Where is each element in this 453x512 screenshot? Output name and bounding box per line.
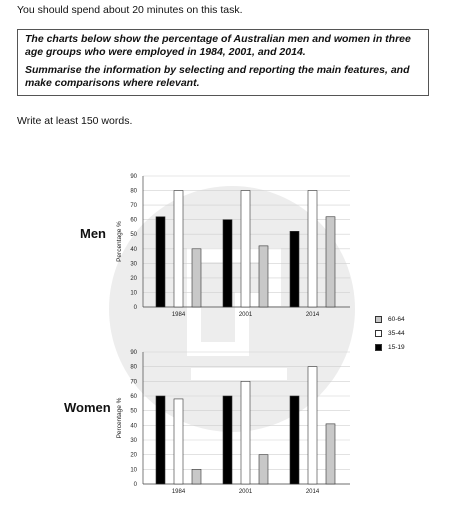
women-y-tick-label: 40: [130, 423, 137, 430]
women-bar-15-19-2001: [223, 396, 232, 484]
women-bar-60-64-1984: [192, 469, 201, 484]
women-bar-35-44-2001: [241, 381, 250, 484]
men-y-tick-label: 30: [130, 261, 137, 268]
women-y-tick-label: 80: [130, 364, 137, 371]
men-x-tick-label: 2014: [305, 312, 320, 318]
women-y-tick-label: 90: [130, 350, 137, 356]
legend-item-35-44: [375, 326, 405, 340]
task-prompt-instruction: Summarise the information by selecting and reporting the main features, and make comparisons where relevant.: [25, 64, 410, 89]
men-y-tick-label: 60: [130, 217, 137, 224]
chart-legend: [375, 312, 405, 354]
men-y-tick-label: 70: [130, 203, 137, 210]
women-bar-35-44-1984: [174, 399, 183, 484]
men-chart-label: Men: [80, 226, 106, 241]
legend-item-15-19: [375, 340, 405, 354]
women-x-tick-label: 2014: [305, 489, 320, 495]
task-instruction: You should spend about 20 minutes on this task.: [17, 4, 243, 16]
women-bar-15-19-1984: [156, 396, 165, 484]
men-y-tick-label: 40: [130, 246, 137, 253]
men-x-tick-label: 2001: [238, 312, 253, 318]
women-y-tick-label: 60: [130, 394, 137, 400]
women-y-tick-label: 70: [130, 379, 137, 386]
legend-swatch-35-44: [375, 330, 382, 337]
women-bar-60-64-2001: [259, 455, 268, 484]
women-x-tick-label: 1984: [171, 489, 186, 495]
women-y-tick-label: 30: [130, 438, 137, 444]
legend-label-35-44: 35-44: [388, 329, 405, 337]
men-y-tick-label: 0: [133, 305, 137, 311]
legend-label-60-64: 60-64: [388, 315, 405, 323]
women-y-tick-label: 20: [130, 452, 137, 459]
men-y-tick-label: 50: [130, 232, 137, 239]
legend-swatch-60-64: [375, 316, 382, 323]
legend-item-60-64: [375, 312, 405, 326]
men-y-tick-label: 10: [130, 290, 137, 297]
women-y-tick-label: 50: [130, 408, 137, 415]
women-bar-35-44-2014: [308, 367, 317, 484]
women-y-axis-label: Percentage %: [116, 397, 123, 439]
word-count-instruction: Write at least 150 words.: [17, 115, 133, 127]
women-x-tick-label: 2001: [238, 489, 253, 495]
women-y-tick-label: 10: [130, 467, 137, 474]
women-bar-15-19-2014: [290, 396, 299, 484]
legend-swatch-15-19: [375, 344, 382, 351]
legend-label-15-19: 15-19: [388, 343, 405, 351]
women-bar-60-64-2014: [326, 424, 335, 484]
men-y-tick-label: 80: [130, 188, 137, 195]
task-prompt-description: The charts below show the percentage of Australian men and women in three age groups who were employed in 1984, 2001, and 2014.: [25, 33, 411, 58]
men-y-axis-label: Percentage %: [116, 221, 123, 262]
men-y-tick-label: 20: [130, 275, 137, 282]
women-chart-label: Women: [64, 400, 111, 415]
men-x-tick-label: 1984: [171, 312, 186, 318]
women-y-tick-label: 0: [133, 482, 137, 488]
men-y-tick-label: 90: [130, 174, 137, 180]
